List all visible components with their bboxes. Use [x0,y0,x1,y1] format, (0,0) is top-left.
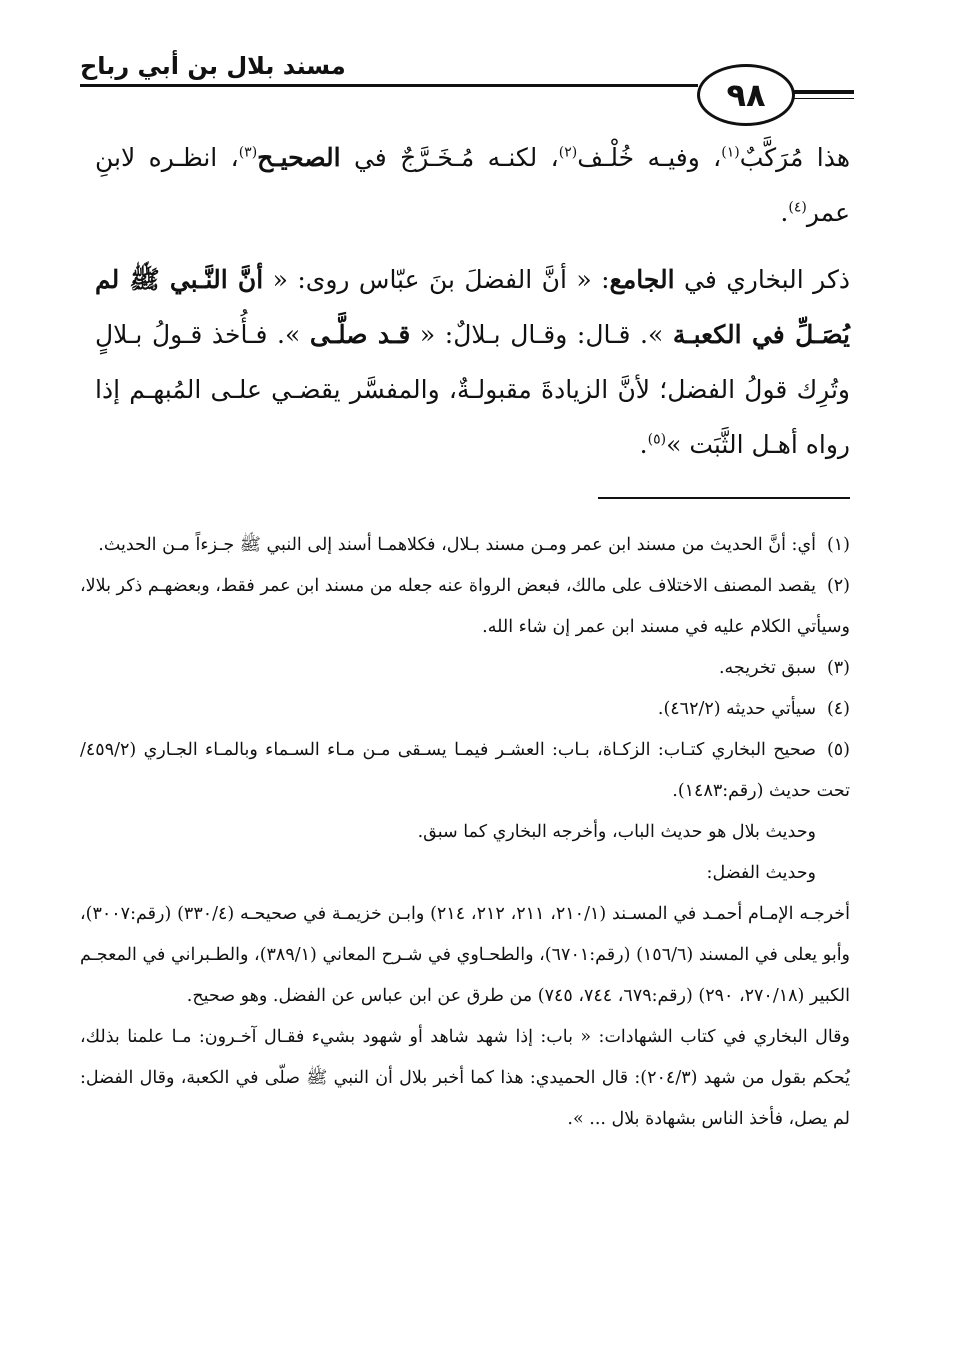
footnote-1 [80,525,850,566]
footnote-2 [80,566,850,648]
footnote-text: صحيح البخاري كتـاب: الزكـاة، بـاب: العشـر فيمـا يسـقى مـن مـاء السـماء وبالمـاء الجـاري (٤٥٩/٢/ تحت حديث (رقم:١٤٨٣). [80,740,850,801]
bold-quote-bilal: قـد صلَّـى [309,320,411,349]
footnote-text: أي: أنَّ الحديث من مسند ابن عمر ومـن مسند بـلال، فكلاهمـا أسند إلى النبي ﷺ جـزءاً مـن الحديث. [98,535,816,555]
paragraph-2 [95,252,850,472]
text-run: . [780,198,789,227]
bold-term-jami: الجامع [609,265,675,294]
text-run: ، انظـره لابنِ عمر [95,143,850,227]
footnote-5-bilal-hadith: وحديث بلال هو حديث الباب، وأخرجه البخاري كما سبق. [417,822,816,842]
text-run: ذكر البخاري في [674,265,850,294]
footnote-ref-4: (٤) [788,199,807,216]
text-run: . [639,430,648,459]
footnotes [80,525,850,1140]
footnote-text: سبق تخريجه. [718,658,816,678]
footnote-ref-3: (٣) [238,144,258,161]
footnote-3 [80,648,850,689]
footnote-5-fadl-heading: وحديث الفضل: [706,863,816,883]
paragraph-1 [95,130,850,240]
footnote-5-takhrij: أخرجـه الإمـام أحمـد في المسـند (٢١٠/١، ٢١١، ٢١٢، ٢١٤) وابـن خزيمـة في صحيحـه (٣٣٠/٤) (رقم:٣٠٠٧)، وأبو يعلى في المسند (١٥٦/٦) (رقم:٦٧٠١)، والطحـاوي في شـرح المعاني (٣٨٩/١)، والطـبراني في المعجـم الكبير (٢٧٠/١٨، ٢٩٠) (رقم:٦٧٩، ٧٤٤، ٧٤٥) من طرق عن ابن عباس عن الفضل. وهو صحيح. [80,904,851,1006]
header-rule-left [80,84,698,87]
footnote-4 [80,689,850,730]
running-header-title: مسند بلال بن أبي رباح [80,52,346,80]
text-run: هذا مُرَكَّبٌ [739,143,850,172]
page-number-badge [697,64,795,126]
footnote-text: سيأتي حديثه (٤٦٢/٢). [657,699,816,719]
footnote-separator [598,497,850,499]
footnote-number: (٣) [826,658,850,678]
footnote-number: (٢) [826,576,850,596]
text-run: ، وفيـه خُلْـف [577,143,722,172]
footnote-number: (١) [826,535,850,555]
footnote-ref-1: (١) [721,144,740,161]
text-run: ، لكنـه مُـخَـرَّجٌ في [340,143,559,172]
main-text [95,130,850,472]
text-run: : « أنَّ الفضلَ بنَ عبّاس روى: « [263,265,610,294]
header-rule-right-thin [788,98,854,99]
page-number: ٩٨ [726,76,766,114]
footnote-5 [80,730,850,812]
footnote-number: (٤) [826,699,850,719]
text-run: ». فـأُخذ قـولُ بـلالٍ وتُرِك قولُ الفضل؛ لأنَّ الزيادةَ مقبولـةٌ، والمفسَّر يقضـي علـى المُبهـم إذا رواه أهـل الثَّبَت » [95,320,850,459]
bold-quote-fadl: أنَّ النَّـبي ﷺ لم يُصَـلِّ في الكعبـة [95,265,850,349]
bold-term-sahih: الصحيـح [257,143,341,172]
footnote-number: (٥) [826,740,850,760]
footnote-ref-5: (٥) [647,431,667,448]
footnote-text: يقصد المصنف الاختلاف على مالك، فبعض الرواة عنه جعله من مسند ابن عمر فقط، وبعضهـم ذكر بلالا، وسيأتي الكلام عليه في مسند ابن عمر إن شاء الله. [80,576,850,637]
footnote-5-bukhari-shahadat: وقال البخاري في كتاب الشهادات: « باب: إذا شهد شاهد أو شهود بشيء فقـال آخـرون: مـا علمنا بذلك، يُحكم بقول من شهد (٢٠٤/٣): قال الحميدي: هذا كما أخبر بلال أن النبي ﷺ صلّى في الكعبة، وقال الفضل: لم يصل، فأخذ الناس بشهادة بلال ... ». [80,1027,850,1129]
text-run: ». قـال: وقـال بـلالٌ: « [410,320,673,349]
footnote-ref-2: (٢) [558,144,578,161]
header-rule-right [788,90,854,94]
